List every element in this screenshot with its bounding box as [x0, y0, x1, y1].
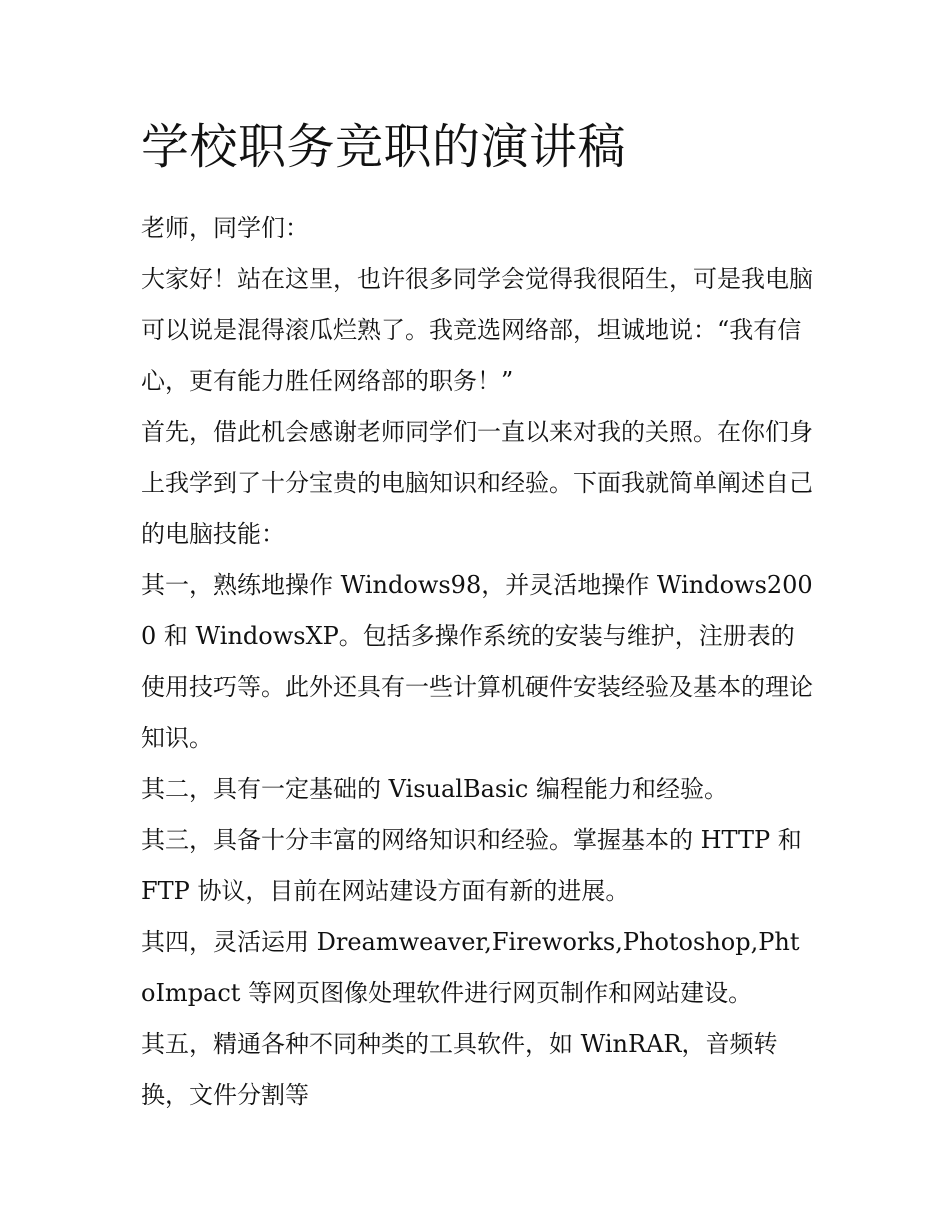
- skill-paragraph-2: 其二，具有一定基础的 VisualBasic 编程能力和经验。: [141, 775, 728, 803]
- greeting-paragraph: 老师，同学们：: [141, 214, 309, 242]
- document-title: 学校职务竞职的演讲稿: [141, 119, 627, 175]
- intro-paragraph: 大家好！站在这里，也许很多同学会觉得我很陌生，可是我电脑可以说是混得滚瓜烂熟了。我竞选网络部，坦诚地说：“我有信心，更有能力胜任网络部的职务！”: [141, 265, 813, 395]
- skill-paragraph-4: 其四，灵活运用 Dreamweaver,Fireworks,Photoshop,PhtoImpact 等网页图像处理软件进行网页制作和网站建设。: [141, 928, 800, 1007]
- document-body: [141, 203, 813, 1121]
- skill-paragraph-3: 其三，具备十分丰富的网络知识和经验。掌握基本的 HTTP 和 FTP 协议，目前在网站建设方面有新的进展。: [141, 826, 802, 905]
- document-content: [141, 112, 813, 1121]
- skill-paragraph-1: 其一，熟练地操作 Windows98，并灵活地操作 Windows2000 和 WindowsXP。包括多操作系统的安装与维护，注册表的使用技巧等。此外还具有一些计算机硬件安装经验及基本的理论知识。: [141, 571, 813, 752]
- thanks-paragraph: 首先，借此机会感谢老师同学们一直以来对我的关照。在你们身上我学到了十分宝贵的电脑知识和经验。下面我就简单阐述自己的电脑技能：: [141, 418, 813, 548]
- skill-paragraph-5: 其五，精通各种不同种类的工具软件，如 WinRAR，音频转换，文件分割等: [141, 1030, 778, 1109]
